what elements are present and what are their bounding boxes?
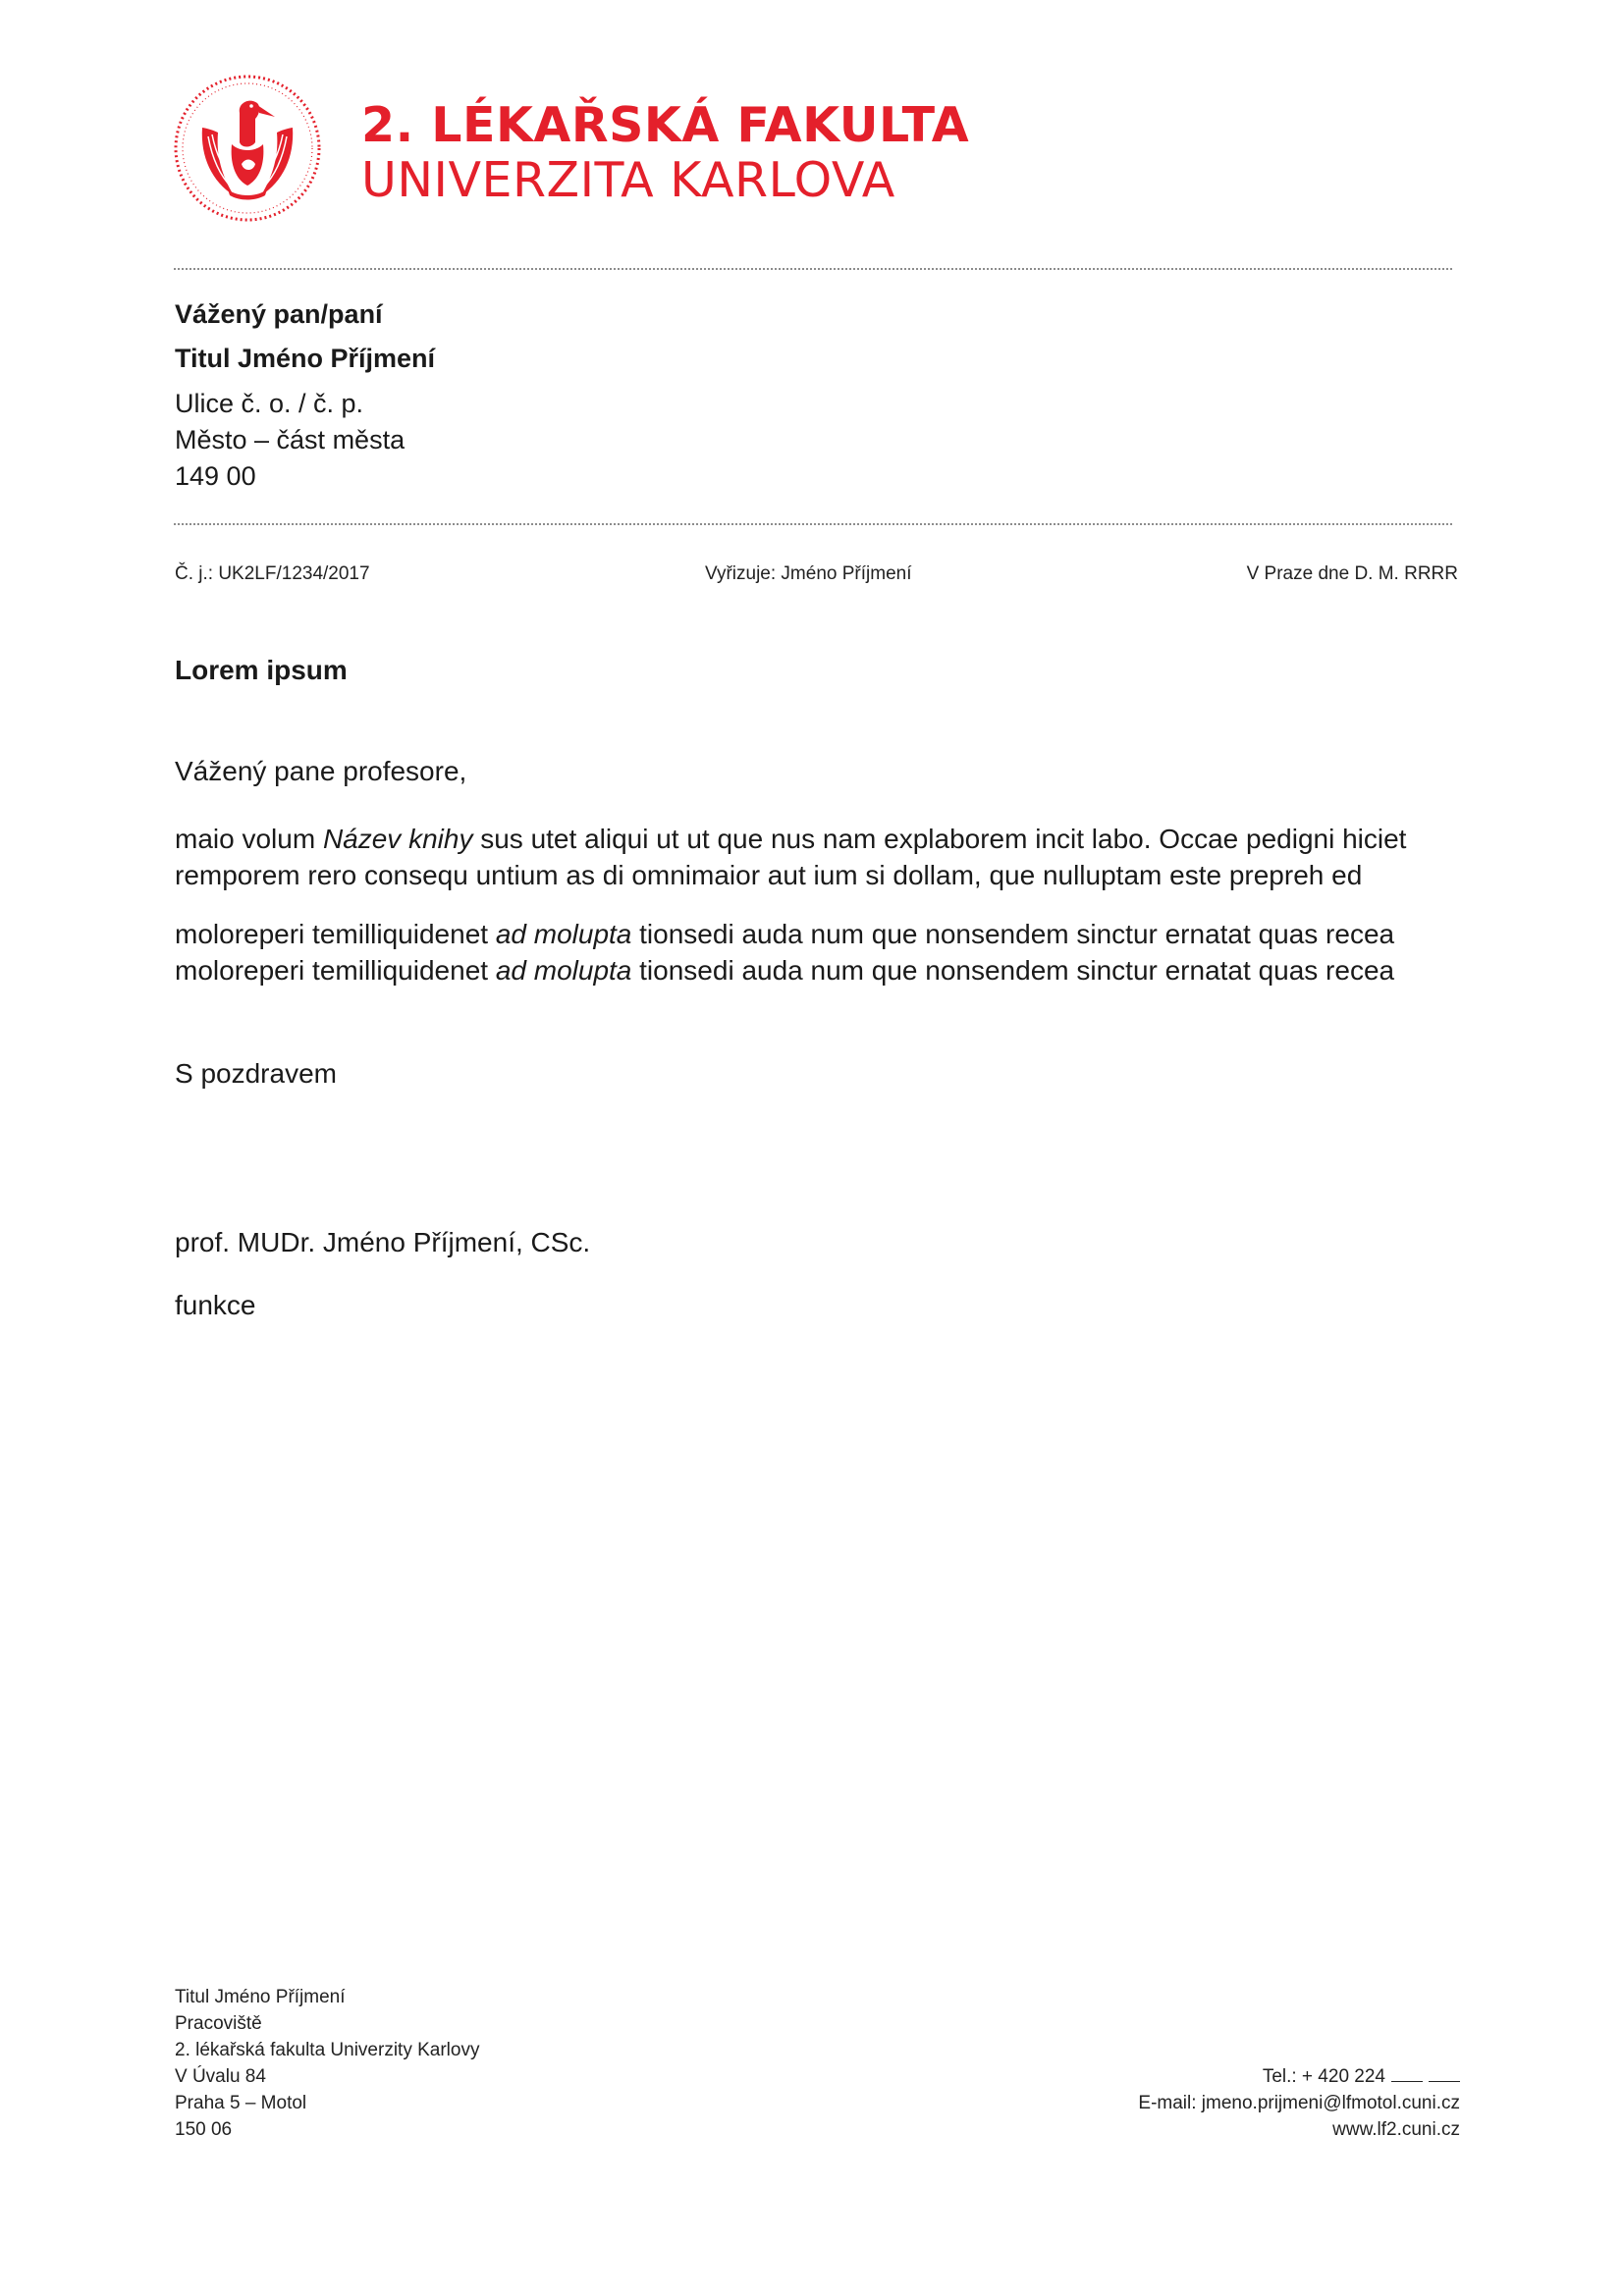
text-run: maio volum	[175, 824, 323, 854]
footer-sender-address	[175, 1984, 479, 2143]
phone-blank	[1429, 2067, 1460, 2082]
university-name: UNIVERZITA KARLOVA	[361, 152, 895, 208]
letter-greeting: Vážený pane profesore,	[175, 756, 467, 786]
divider-bottom	[174, 523, 1452, 525]
emphasis: ad molupta	[495, 919, 632, 949]
text-run: tionsedi auda num que nonsendem sinctur ernatat quas recea	[631, 919, 1395, 949]
footer-name: Titul Jméno Příjmení	[175, 1987, 346, 2007]
pelican-seal-icon	[173, 74, 322, 223]
text-run: moloreperi temilliquidenet	[175, 955, 496, 986]
recipient-salutation: Vážený pan/paní	[175, 299, 383, 329]
paragraph-2-line-2	[175, 952, 1471, 988]
footer-faculty: 2. lékařská fakulta Univerzity Karlovy	[175, 2040, 480, 2060]
reference-handler: Vyřizuje: Jméno Příjmení	[705, 563, 912, 584]
paragraph-1-line-1	[175, 821, 1471, 857]
reference-place-date: V Praze dne D. M. RRRR	[1246, 563, 1458, 584]
footer-department: Pracoviště	[175, 2013, 262, 2034]
text-run: tionsedi auda num que nonsendem sinctur ernatat quas recea	[631, 955, 1395, 986]
footer-phone	[1138, 2063, 1460, 2090]
paragraph-1-line-2: remporem rero consequ untium as di omnimaior aut ium si dollam, que nulluptam este prepreh ed	[175, 860, 1363, 890]
divider-top	[174, 268, 1452, 270]
faculty-wordmark	[361, 98, 969, 208]
phone-text: Tel.: + 420 224	[1262, 2066, 1385, 2087]
faculty-seal-logo	[173, 74, 322, 223]
text-run: sus utet aliqui ut ut que nus nam explaborem incit labo. Occae pedigni hiciet	[472, 824, 1407, 854]
phone-blank	[1391, 2067, 1423, 2082]
footer-zip: 150 06	[175, 2119, 233, 2140]
reference-number: Č. j.: UK2LF/1234/2017	[175, 563, 370, 584]
footer-email[interactable]: E-mail: jmeno.prijmeni@lfmotol.cuni.cz	[1138, 2093, 1460, 2113]
recipient-zip: 149 00	[175, 461, 256, 491]
paragraph-2-line-1	[175, 916, 1471, 952]
footer-street: V Úvalu 84	[175, 2066, 266, 2087]
text-run: moloreperi temilliquidenet	[175, 919, 496, 949]
signature-role: funkce	[175, 1290, 256, 1320]
recipient-name: Titul Jméno Příjmení	[175, 344, 436, 373]
recipient-city: Město – část města	[175, 425, 406, 454]
faculty-name: 2. LÉKAŘSKÁ FAKULTA	[361, 97, 970, 153]
paragraph-2	[175, 916, 1471, 988]
letter-closing: S pozdravem	[175, 1058, 337, 1089]
signature-name: prof. MUDr. Jméno Příjmení, CSc.	[175, 1227, 591, 1257]
book-title: Název knihy	[322, 824, 473, 854]
recipient-street: Ulice č. o. / č. p.	[175, 389, 364, 418]
letter-subject: Lorem ipsum	[175, 655, 348, 685]
emphasis: ad molupta	[495, 955, 632, 986]
paragraph-1	[175, 821, 1471, 893]
footer-city: Praha 5 – Motol	[175, 2093, 307, 2113]
footer-website[interactable]: www.lf2.cuni.cz	[1332, 2119, 1460, 2140]
footer-contact	[1138, 2063, 1460, 2143]
